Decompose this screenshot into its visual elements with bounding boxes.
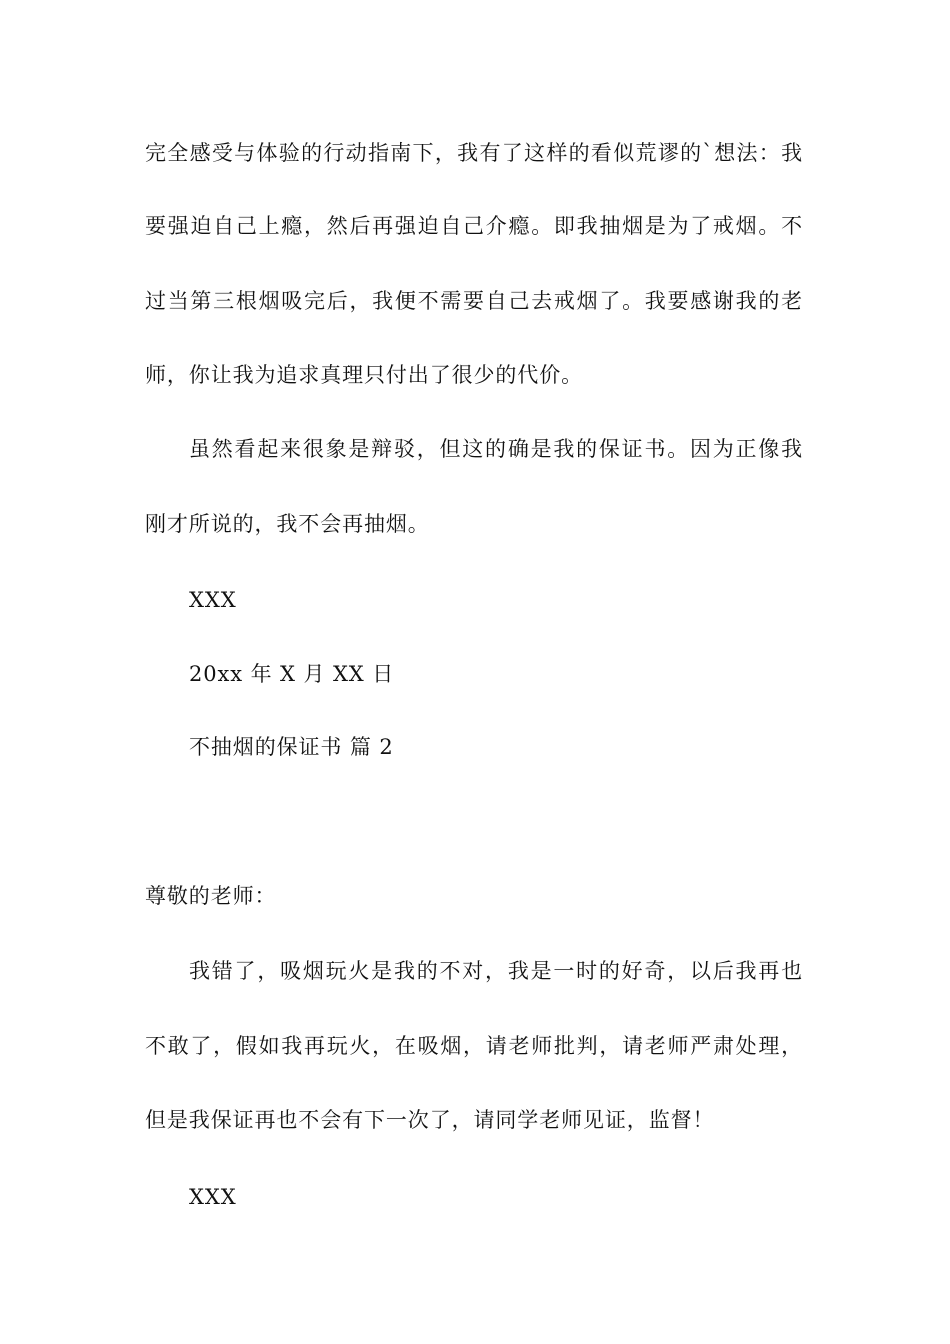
signature: XXX <box>189 588 237 612</box>
paragraph-line: 我错了，吸烟玩火是我的不对，我是一时的好奇，以后我再也 <box>189 959 803 983</box>
salutation: 尊敬的老师： <box>145 884 277 908</box>
paragraph-line: 过当第三根烟吸完后，我便不需要自己去戒烟了。我要感谢我的老 <box>145 289 803 313</box>
signature: XXX <box>189 1185 237 1209</box>
paragraph-line: 要强迫自己上瘾，然后再强迫自己介瘾。即我抽烟是为了戒烟。不 <box>145 214 803 238</box>
section-title: 不抽烟的保证书 篇 2 <box>189 735 394 759</box>
paragraph-line: 虽然看起来很象是辩驳，但这的确是我的保证书。因为正像我 <box>189 437 803 461</box>
paragraph-line: 师，你让我为追求真理只付出了很少的代价。 <box>145 363 583 387</box>
date: 20xx 年 X 月 XX 日 <box>189 662 395 686</box>
paragraph-line: 不敢了，假如我再玩火，在吸烟，请老师批判，请老师严肃处理， <box>145 1034 803 1058</box>
paragraph-line: 但是我保证再也不会有下一次了，请同学老师见证，监督！ <box>145 1108 715 1132</box>
paragraph-line: 完全感受与体验的行动指南下，我有了这样的看似荒谬的`想法：我 <box>145 141 803 165</box>
paragraph-line: 刚才所说的，我不会再抽烟。 <box>145 512 430 536</box>
